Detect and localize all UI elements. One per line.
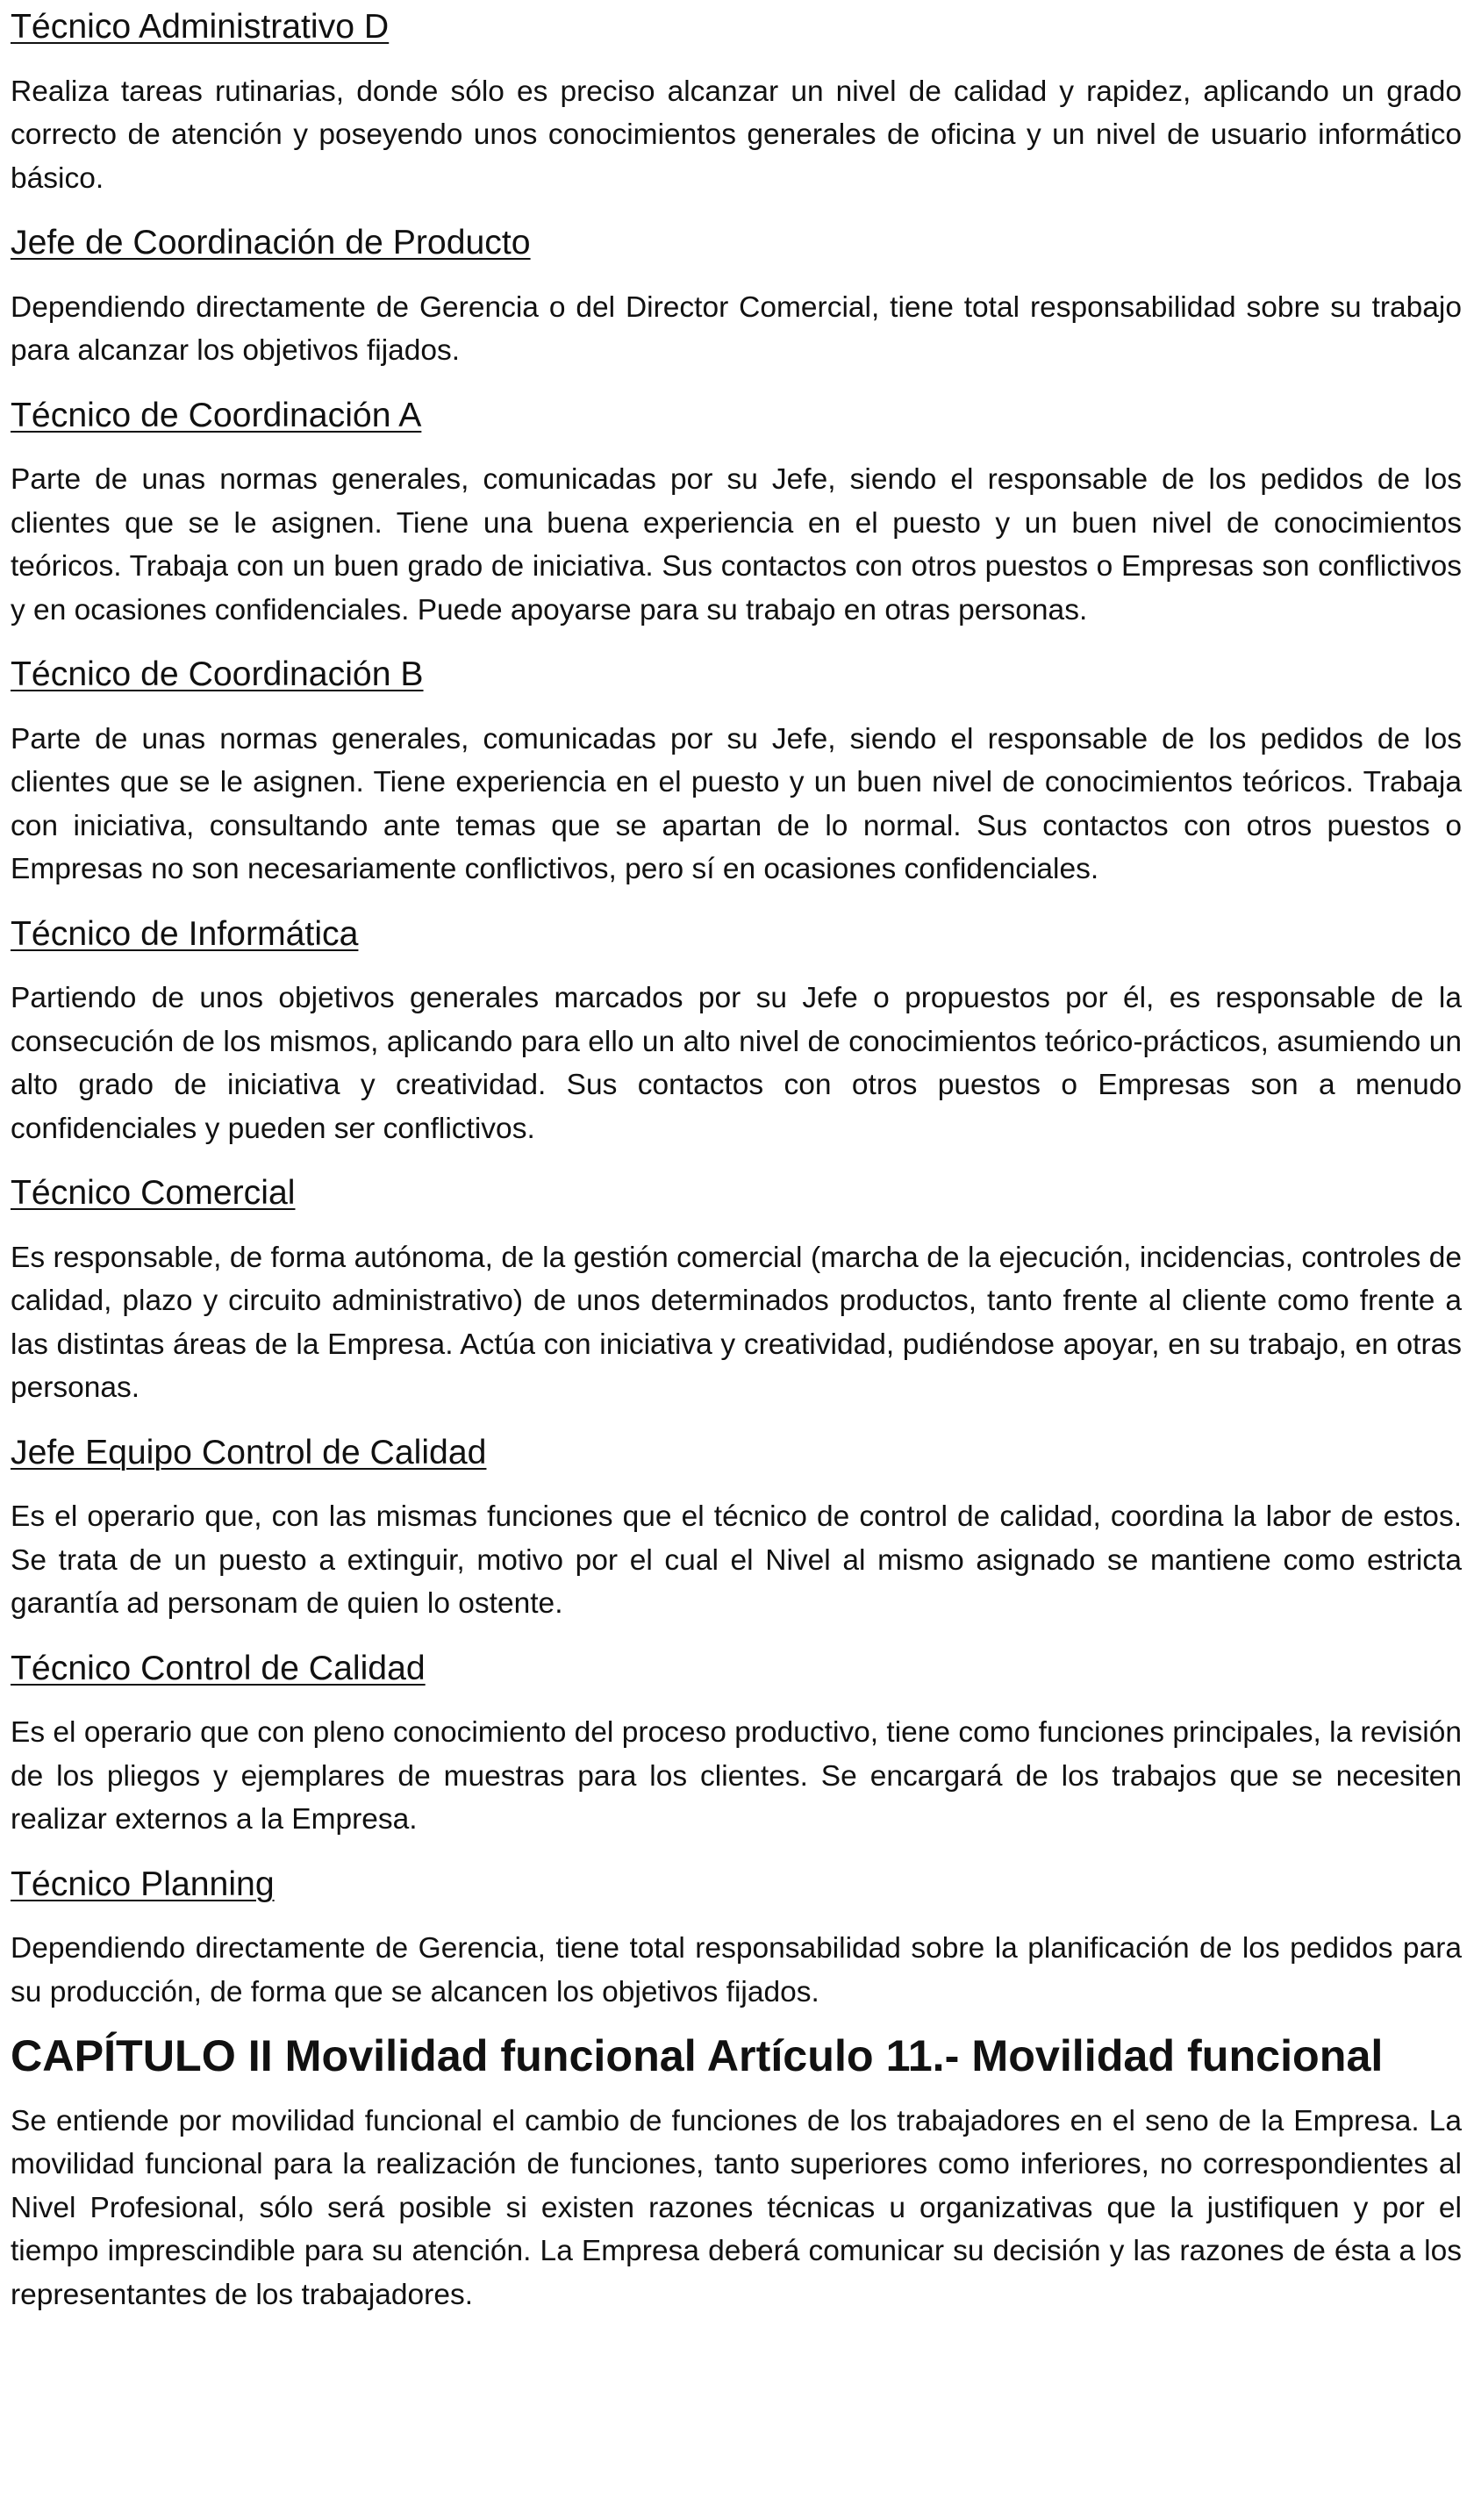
section-heading-tecnico-planning: Técnico Planning (11, 1865, 275, 1903)
section-text-tecnico-informatica: Partiendo de unos objetivos generales marcados por su Jefe o propuestos por él, es responsable de la consecución de los mismos, aplicando para ello un alto nivel de conocimientos teórico-prácticos, asumiendo un alto grado de iniciativa y creatividad. Sus contactos con otros puestos o Empresas son a menudo confidenciales y pueden ser conflictivos. (11, 982, 1462, 1145)
chapter-heading: CAPÍTULO II Movilidad funcional Artículo 11.- Movilidad funcional (11, 2031, 1384, 2080)
section-text-jefe-coordinacion-producto: Dependiendo directamente de Gerencia o del Director Comercial, tiene total responsabilidad sobre su trabajo para alcanzar los objetivos fijados. (11, 290, 1462, 367)
section-text-tecnico-comercial: Es responsable, de forma autónoma, de la gestión comercial (marcha de la ejecución, incidencias, controles de calidad, plazo y circuito administrativo) de unos determinados productos, tanto frente al cliente como frente a las distintas áreas de la Empresa. Actúa con iniciativa y creatividad, pudiéndose apoyar, en su trabajo, en otras personas. (11, 1241, 1462, 1404)
section-heading-jefe-coordinacion-producto: Jefe de Coordinación de Producto (11, 224, 531, 261)
section-text-tecnico-coordinacion-a: Parte de unas normas generales, comunicadas por su Jefe, siendo el responsable de los pedidos de los clientes que se le asignen. Tiene una buena experiencia en el puesto y un buen nivel de conocimientos teóricos. Trabaja con un buen grado de iniciativa. Sus contactos con otros puestos o Empresas son conflictivos y en ocasiones confidenciales. Puede apoyarse para su trabajo en otras personas. (11, 463, 1462, 626)
section-text-tecnico-planning: Dependiendo directamente de Gerencia, tiene total responsabilidad sobre la planificación de los pedidos para su producción, de forma que se alcancen los objetivos fijados. (11, 1932, 1462, 2008)
section-text-jefe-equipo-control-calidad: Es el operario que, con las mismas funciones que el técnico de control de calidad, coordina la labor de estos. Se trata de un puesto a extinguir, motivo por el cual el Nivel al mismo asignado se mantiene como estricta garantía ad personam de quien lo ostente. (11, 1500, 1462, 1620)
document-page (11, 5, 1462, 2337)
section-heading-tecnico-coordinacion-b: Técnico de Coordinación B (11, 655, 424, 693)
section-heading-tecnico-comercial: Técnico Comercial (11, 1174, 296, 1212)
section-text-tecnico-coordinacion-b: Parte de unas normas generales, comunicadas por su Jefe, siendo el responsable de los pedidos de los clientes que se le asignen. Tiene experiencia en el puesto y un buen nivel de conocimientos teóricos. Trabaja con iniciativa, consultando ante temas que se apartan de lo normal. Sus contactos con otros puestos o Empresas no son necesariamente conflictivos, pero sí en ocasiones confidenciales. (11, 722, 1462, 885)
section-heading-tecnico-control-calidad: Técnico Control de Calidad (11, 1649, 426, 1687)
section-text-tecnico-administrativo-d: Realiza tareas rutinarias, donde sólo es preciso alcanzar un nivel de calidad y rapidez, aplicando un grado correcto de atención y poseyendo unos conocimientos generales de oficina y un nivel de usuario informático básico. (11, 75, 1462, 195)
section-heading-tecnico-administrativo-d: Técnico Administrativo D (11, 8, 390, 46)
section-heading-jefe-equipo-control-calidad: Jefe Equipo Control de Calidad (11, 1433, 487, 1471)
section-heading-tecnico-coordinacion-a: Técnico de Coordinación A (11, 396, 422, 434)
section-text-tecnico-control-calidad: Es el operario que con pleno conocimiento del proceso productivo, tiene como funciones principales, la revisión de los pliegos y ejemplares de muestras para los clientes. Se encargará de los trabajos que se necesiten realizar externos a la Empresa. (11, 1716, 1462, 1836)
chapter-text: Se entiende por movilidad funcional el cambio de funciones de los trabajadores en el seno de la Empresa. La movilidad funcional para la realización de funciones, tanto superiores como inferiores, no correspondientes al Nivel Profesional, sólo será posible si existen razones técnicas u organizativas que la justifiquen y por el tiempo imprescindible para su atención. La Empresa deberá comunicar su decisión y las razones de ésta a los representantes de los trabajadores. (11, 2104, 1462, 2311)
section-heading-tecnico-informatica: Técnico de Informática (11, 914, 359, 953)
